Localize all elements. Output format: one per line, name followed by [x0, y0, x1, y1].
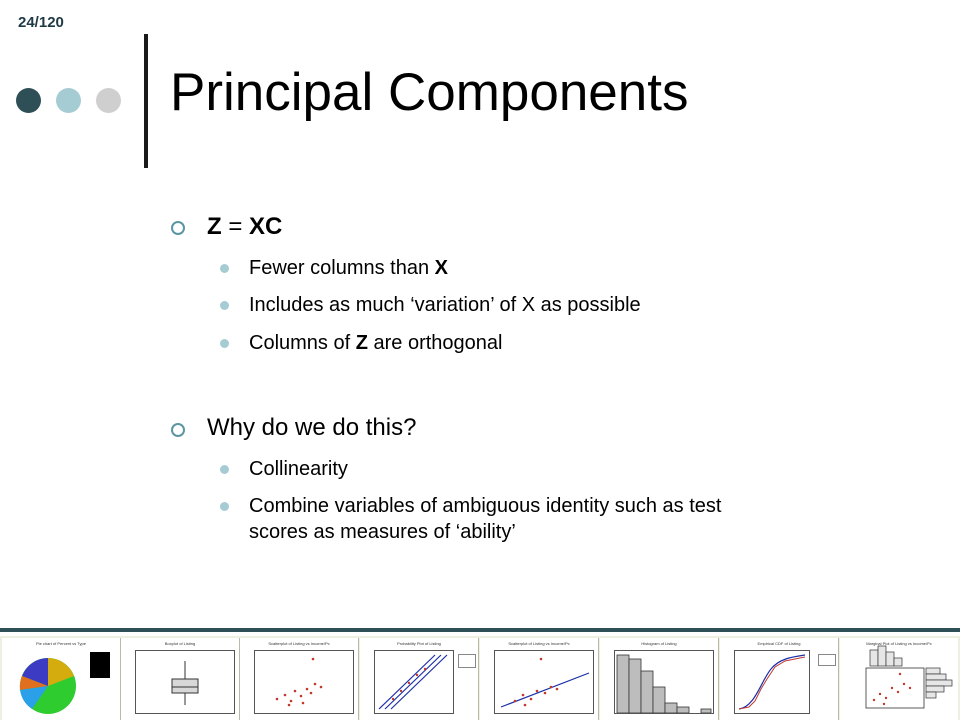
sub-bullet-variation — [249, 292, 641, 318]
legend-box — [818, 654, 836, 666]
thumbnail-scatterplot-fit — [480, 638, 599, 720]
plot-frame — [135, 650, 235, 714]
legend-box — [458, 654, 476, 668]
ring-bullet-icon — [171, 423, 185, 437]
sub-text-line: Combine variables of ambiguous identity such as test — [249, 495, 722, 517]
sub-text: Collinearity — [249, 458, 348, 480]
thumbnail-pie-chart — [2, 638, 121, 720]
dot-bullet-icon — [220, 502, 229, 511]
thumbnail-title: Pie chart of Percent vs Type — [36, 641, 86, 646]
scatter-fit-graphic — [495, 651, 593, 713]
sub-emphasis-z: Z — [355, 332, 368, 354]
strip-divider — [0, 628, 960, 632]
thumbnail-boxplot — [121, 638, 240, 720]
equation-xc: XC — [249, 213, 283, 240]
thumbnail-empirical-cdf — [720, 638, 839, 720]
dot-bullet-icon — [220, 264, 229, 273]
sub-text: Fewer columns than — [249, 257, 435, 279]
pie-chart-graphic — [2, 638, 120, 720]
plot-frame — [614, 650, 714, 714]
sub-bullet-fewer-columns — [249, 255, 448, 281]
sub-bullet-collinearity — [249, 456, 348, 482]
thumbnail-histogram — [600, 638, 719, 720]
dot-bullet-icon — [220, 339, 229, 348]
sub-emphasis-x: X — [434, 257, 448, 279]
thumbnail-title: Scatterplot of Listing vs Income/Pc — [508, 641, 570, 646]
sub-text: are orthogonal — [367, 332, 503, 354]
slide-title: Principal Components — [170, 63, 689, 122]
probability-graphic — [375, 651, 453, 713]
thumbnail-marginal-plot — [840, 638, 958, 720]
plot-frame — [494, 650, 594, 714]
sub-text-line: scores as measures of ‘ability’ — [249, 521, 516, 543]
sub-text: Columns of — [249, 332, 356, 354]
thumbnail-title: Boxplot of Listing — [164, 641, 196, 646]
thumbnail-title: Histogram of Listing — [641, 641, 677, 646]
bullet-equation — [207, 213, 282, 241]
scatter-graphic — [255, 651, 353, 713]
grey-dot-icon — [96, 88, 121, 113]
equation-z: Z — [207, 213, 222, 240]
thumbnail-scatterplot — [240, 638, 359, 720]
dot-bullet-icon — [220, 301, 229, 310]
title-divider — [144, 34, 148, 168]
boxplot-graphic — [136, 651, 234, 713]
sub-text: Includes as much ‘variation’ of X as possible — [249, 294, 641, 316]
sub-bullet-combine — [249, 493, 929, 545]
plot-frame — [254, 650, 354, 714]
thumbnail-title: Probability Plot of Listing — [397, 641, 441, 646]
thumbnail-probability-plot — [360, 638, 479, 720]
ring-bullet-icon — [171, 221, 185, 235]
marginal-graphic — [840, 638, 958, 720]
dot-bullet-icon — [220, 465, 229, 474]
plot-frame — [374, 650, 454, 714]
thumbnail-title: Empirical CDF of Listing — [757, 641, 801, 646]
light-teal-dot-icon — [56, 88, 81, 113]
page-number: 24/120 — [18, 14, 64, 31]
histogram-graphic — [615, 651, 713, 713]
thumbnail-title: Scatterplot of Listing vs Income/Pc — [268, 641, 330, 646]
bullet-why: Why do we do this? — [207, 414, 417, 441]
cdf-graphic — [735, 651, 809, 713]
plot-frame — [734, 650, 810, 714]
thumbnail-title: Marginal Plot of Listing vs Income/Pc — [866, 641, 932, 646]
equation-equals: = — [221, 213, 250, 240]
sub-bullet-orthogonal — [249, 330, 502, 356]
dark-teal-dot-icon — [16, 88, 41, 113]
